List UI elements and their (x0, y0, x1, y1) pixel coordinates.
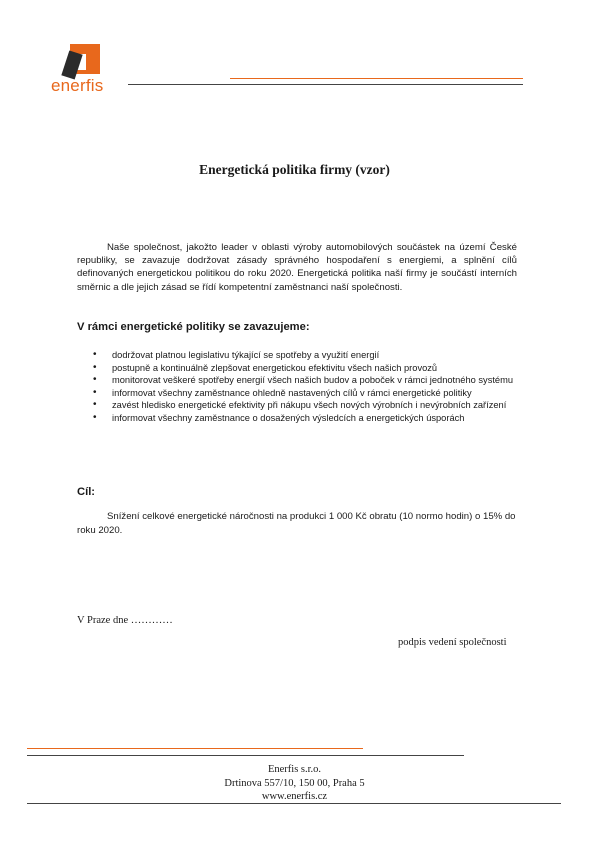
intro-paragraph: Naše společnost, jakožto leader v oblasti výroby automobilových součástek na území České republiky, se zavazuje dodržovat zásady správného hospodaření s energiemi, a splnění cílů definovaných energetickou politikou do roku 2020. Energetická politika naší firmy je součástí interních směrnic a dle jejich zásad se řídí kompetentní zaměstnanci naší společnosti. (77, 242, 517, 293)
goal-heading: Cíl: (77, 486, 96, 498)
footer-rule-accent (27, 748, 363, 749)
list-item: • informovat všechny zaměstnance o dosažených výsledcích a energetických úsporách (93, 411, 465, 423)
footer-company: Enerfis s.r.o. (267, 764, 322, 775)
header-rule-accent (230, 78, 523, 79)
bullet-icon: • (93, 361, 97, 373)
list-item: • postupně a kontinuálně zlepšovat energetickou efektivitu všech našich provozů (93, 361, 438, 373)
bullet-icon: • (93, 399, 97, 411)
signature-line: podpis vedení společnosti (398, 637, 507, 648)
bullet-icon: • (93, 349, 97, 360)
list-item: • zavést hledisko energetické efektivity při nákupu všech nových výrobních i nevýrobních zařízení (93, 399, 507, 411)
footer-rule-bottom (27, 803, 561, 804)
logo-wordmark: enerfis (51, 76, 104, 95)
place-date: V Praze dne ………… (77, 615, 173, 626)
header-rule (128, 84, 523, 85)
list-item: • monitorovat veškeré spotřeby energií všech našich budov a poboček v rámci jednotného systému (93, 374, 514, 386)
footer-rule (27, 755, 464, 756)
commitments-list (83, 349, 513, 425)
bullet-icon: • (93, 386, 97, 398)
footer-website: www.enerfis.cz (261, 791, 328, 802)
commitments-heading: V rámci energetické politiky se zavazujeme: (77, 321, 310, 333)
list-item: • dodržovat platnou legislativu týkající se spotřeby a využití energií (93, 349, 380, 360)
footer-address: Drtinova 557/10, 150 00, Praha 5 (224, 777, 365, 789)
goal-paragraph: Snížení celkové energetické náročnosti na produkci 1 000 Kč obratu (10 normo hodin) o 15% do roku 2020. (77, 511, 516, 536)
list-item: • informovat všechny zaměstnance ohledně nastavených cílů v rámci energetické politiky (93, 386, 472, 398)
bullet-icon: • (93, 411, 97, 423)
document-title: Energetická politika firmy (vzor) (199, 162, 390, 177)
bullet-icon: • (93, 374, 97, 386)
